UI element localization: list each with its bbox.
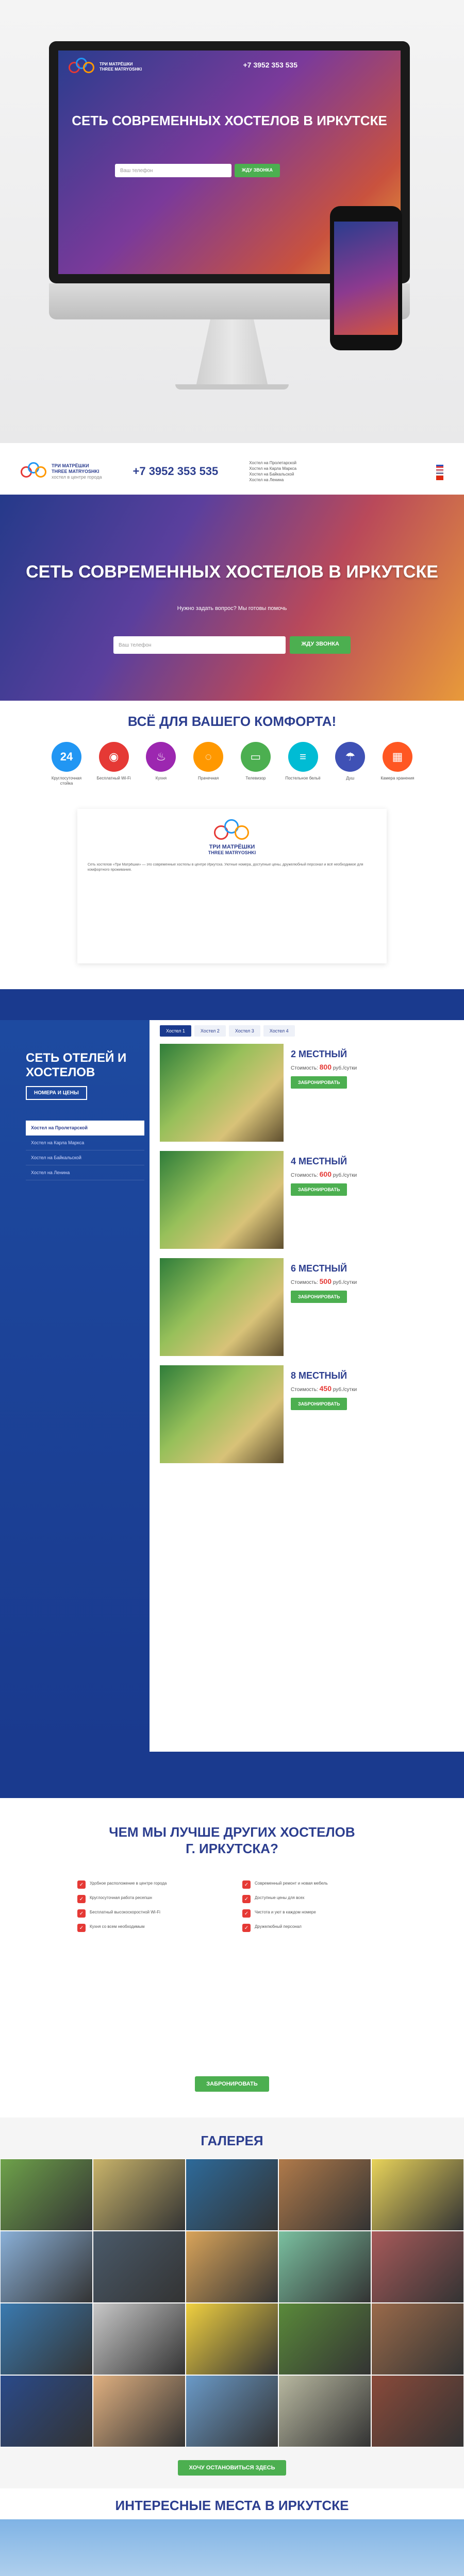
gallery-photo[interactable] — [0, 2303, 93, 2375]
logo[interactable] — [21, 462, 102, 481]
check-icon: ✓ — [77, 1924, 86, 1932]
hostel-list-item[interactable]: Хостел на Пролетарской — [26, 1121, 144, 1136]
flag-ru-icon[interactable] — [436, 463, 443, 468]
room-card — [160, 1258, 454, 1356]
hostel-list — [26, 1121, 144, 1180]
advantage-text: Круглосуточная работа ресепшн — [90, 1895, 152, 1900]
place-photo — [0, 2519, 464, 2576]
linen-icon: ≡ — [288, 742, 318, 772]
about-brand-en: THREE MATRYOSHKI — [208, 850, 256, 855]
gallery-photo[interactable] — [278, 2303, 371, 2375]
advantage-text: Удобное расположение в центре города — [90, 1881, 167, 1886]
gallery-section — [0, 2117, 464, 2488]
advantage-item — [77, 1880, 222, 1889]
phone-mockup — [330, 206, 402, 350]
desktop-base — [175, 384, 289, 389]
check-icon: ✓ — [242, 1895, 251, 1903]
gallery-photo[interactable] — [278, 2231, 371, 2303]
room-photo[interactable] — [160, 1258, 284, 1356]
hostel-tab[interactable]: Хостел 3 — [229, 1025, 260, 1037]
book-room-button[interactable]: ЗАБРОНИРОВАТЬ — [291, 1076, 347, 1089]
room-photo[interactable] — [160, 1151, 284, 1249]
gallery-title: ГАЛЕРЕЯ — [201, 2133, 263, 2148]
feature-label: Постельное бельё — [285, 776, 321, 781]
rooms-section — [0, 989, 464, 1798]
room-list — [160, 1044, 454, 1463]
feature-item — [141, 742, 181, 786]
feature-label: Душ — [346, 776, 355, 781]
hostel-list-item[interactable]: Хостел на Карла Маркса — [26, 1136, 144, 1150]
room-price: Стоимость: 600 руб./сутки — [291, 1170, 357, 1178]
room-title: 6 МЕСТНЫЙ — [291, 1263, 347, 1274]
gallery-photo[interactable] — [371, 2303, 464, 2375]
feature-label: Бесплатный Wi-Fi — [96, 776, 131, 781]
phone-input[interactable]: Ваш телефон — [113, 636, 286, 654]
hostel-tab[interactable]: Хостел 2 — [194, 1025, 226, 1037]
lockers-icon: ▦ — [383, 742, 412, 772]
gallery-photo[interactable] — [278, 2375, 371, 2447]
gallery-stay-button[interactable]: ХОЧУ ОСТАНОВИТЬСЯ ЗДЕСЬ — [178, 2460, 287, 2476]
hostel-list-item[interactable]: Хостел на Ленина — [26, 1165, 144, 1180]
check-icon: ✓ — [242, 1924, 251, 1932]
mockup-section — [0, 0, 464, 443]
hostel-tab[interactable]: Хостел 1 — [160, 1025, 191, 1037]
about-brand: ТРИ МАТРЁШКИ — [209, 844, 255, 850]
tv-icon: ▭ — [241, 742, 271, 772]
mock-phone: +7 3952 353 535 — [243, 61, 297, 69]
advantage-text: Чистота и уют в каждом номере — [255, 1910, 316, 1914]
gallery-photo[interactable] — [93, 2303, 186, 2375]
gallery-photo[interactable] — [186, 2159, 278, 2231]
hero-title: СЕТЬ СОВРЕМЕННЫХ ХОСТЕЛОВ В ИРКУТСКЕ — [26, 562, 438, 582]
language-switcher[interactable] — [436, 463, 443, 480]
feature-item — [188, 742, 228, 786]
gallery-photo[interactable] — [371, 2231, 464, 2303]
flag-cn-icon[interactable] — [436, 476, 443, 480]
callback-button[interactable]: ЖДУ ЗВОНКА — [290, 636, 351, 654]
advantage-item — [242, 1895, 387, 1903]
check-icon: ✓ — [242, 1880, 251, 1889]
features-list — [46, 742, 418, 786]
about-logo-icon — [214, 819, 250, 844]
check-icon: ✓ — [77, 1895, 86, 1903]
book-room-button[interactable]: ЗАБРОНИРОВАТЬ — [291, 1398, 347, 1410]
advantage-text: Современный ремонт и новая мебель — [255, 1881, 328, 1886]
gallery-photo[interactable] — [93, 2231, 186, 2303]
rooms-title: СЕТЬ ОТЕЛЕЙ И ХОСТЕЛОВ — [26, 1051, 127, 1079]
room-title: 2 МЕСТНЫЙ — [291, 1049, 347, 1059]
feature-label: Камера хранения — [380, 776, 415, 781]
advantage-item — [242, 1924, 387, 1932]
feature-label: Прачечная — [198, 776, 219, 781]
room-title: 8 МЕСТНЫЙ — [291, 1370, 347, 1381]
hero-section — [0, 495, 464, 701]
feature-item — [46, 742, 87, 786]
advantage-text: Бесплатный высокоскоростной Wi-Fi — [90, 1910, 160, 1914]
gallery-photo[interactable] — [0, 2231, 93, 2303]
feature-label: Круглосуточная стойка — [51, 776, 82, 786]
advantage-item — [242, 1909, 387, 1918]
room-price: Стоимость: 800 руб./сутки — [291, 1063, 357, 1071]
feature-label: Телевизор — [245, 776, 266, 781]
advantage-text: Кухня со всем необходимым — [90, 1924, 145, 1929]
gallery-photo[interactable] — [371, 2375, 464, 2447]
feature-item — [330, 742, 370, 786]
advantage-item — [77, 1895, 222, 1903]
mock-callback-button[interactable]: ЖДУ ЗВОНКА — [235, 164, 280, 177]
logo-text: ТРИ МАТРЁШКИ THREE MATRYOSHKI хостел в центре города — [52, 463, 102, 480]
hero-subtitle: Нужно задать вопрос? Мы готовы помочь — [177, 605, 287, 612]
advantage-item — [77, 1924, 222, 1932]
room-price: Стоимость: 450 руб./сутки — [291, 1384, 357, 1393]
about-card — [77, 809, 387, 963]
book-room-button[interactable]: ЗАБРОНИРОВАТЬ — [291, 1183, 347, 1196]
gallery-photo[interactable] — [371, 2159, 464, 2231]
advantages-title: ЧЕМ МЫ ЛУЧШЕ ДРУГИХ ХОСТЕЛОВ Г. ИРКУТСКА? — [109, 1824, 355, 1856]
places-title: ИНТЕРЕСНЫЕ МЕСТА В ИРКУТСКЕ — [115, 2498, 349, 2513]
feature-item — [377, 742, 418, 786]
logo-icon — [69, 58, 95, 76]
feature-item — [283, 742, 323, 786]
room-title: 4 МЕСТНЫЙ — [291, 1156, 347, 1166]
gallery-photo[interactable] — [0, 2375, 93, 2447]
hostel-tab[interactable]: Хостел 4 — [263, 1025, 295, 1037]
about-text: Сеть хостелов «Три Матрёшки» — это современные хостелы в центре Иркутска. Уютные номера, доступные цены, дружелюбный персонал и всё необходимое для комфортного проживания. — [88, 863, 363, 872]
room-card — [160, 1365, 454, 1463]
logo-text: ТРИ МАТРЁШКИ THREE MATRYOSHKI — [100, 62, 142, 72]
room-photo[interactable] — [160, 1365, 284, 1463]
laundry-icon: ◌ — [193, 742, 223, 772]
hostel-list-item[interactable]: Хостел на Байкальской — [26, 1150, 144, 1165]
advantages-section — [0, 1798, 464, 2117]
site-header — [0, 453, 464, 489]
advantage-item — [77, 1909, 222, 1918]
gallery-grid — [0, 2159, 464, 2447]
room-price: Стоимость: 500 руб./сутки — [291, 1277, 357, 1285]
gallery-photo[interactable] — [93, 2159, 186, 2231]
header-phone[interactable]: +7 3952 353 535 — [132, 465, 219, 478]
header-addresses: Хостел на Пролетарской Хостел на Карла Маркса Хостел на Байкальской Хостел на Ленина — [249, 461, 297, 482]
callback-form — [113, 636, 351, 654]
about-section — [0, 793, 464, 989]
gallery-photo[interactable] — [186, 2375, 278, 2447]
check-icon: ✓ — [77, 1909, 86, 1918]
book-room-button[interactable]: ЗАБРОНИРОВАТЬ — [291, 1291, 347, 1303]
mock-phone-input[interactable]: Ваш телефон — [115, 164, 231, 177]
kitchen-icon: ♨ — [146, 742, 176, 772]
room-card — [160, 1151, 454, 1249]
shower-icon: ☂ — [335, 742, 365, 772]
gallery-photo[interactable] — [93, 2375, 186, 2447]
24-icon: 24 — [52, 742, 81, 772]
places-section — [0, 2488, 464, 2576]
mock-hero-title: СЕТЬ СОВРЕМЕННЫХ ХОСТЕЛОВ В ИРКУТСКЕ — [72, 113, 387, 128]
logo-icon — [21, 462, 47, 481]
room-card — [160, 1044, 454, 1142]
hostel-tabs — [160, 1025, 454, 1037]
flag-en-icon[interactable] — [436, 469, 443, 474]
advantage-text: Доступные цены для всех — [255, 1895, 305, 1900]
advantage-item — [242, 1880, 387, 1889]
gallery-photo[interactable] — [186, 2231, 278, 2303]
rooms-prices-button[interactable]: НОМЕРА И ЦЕНЫ — [26, 1086, 87, 1100]
gallery-photo[interactable] — [186, 2303, 278, 2375]
check-icon: ✓ — [242, 1909, 251, 1918]
gallery-photo[interactable] — [278, 2159, 371, 2231]
desktop-stand — [196, 319, 268, 386]
advantage-text: Дружелюбный персонал — [255, 1924, 302, 1929]
advantages-book-button[interactable]: ЗАБРОНИРОВАТЬ — [195, 2076, 269, 2092]
comfort-title: ВСЁ ДЛЯ ВАШЕГО КОМФОРТА! — [127, 714, 337, 729]
rooms-sidebar — [0, 1020, 150, 1752]
feature-item — [94, 742, 134, 786]
rooms-content — [150, 1020, 464, 1752]
phone-screen — [334, 222, 398, 335]
gallery-photo[interactable] — [0, 2159, 93, 2231]
check-icon: ✓ — [77, 1880, 86, 1889]
feature-label: Кухня — [155, 776, 167, 781]
feature-item — [236, 742, 276, 786]
advantages-list — [77, 1880, 387, 1932]
wifi-icon: ◉ — [99, 742, 129, 772]
room-photo[interactable] — [160, 1044, 284, 1142]
